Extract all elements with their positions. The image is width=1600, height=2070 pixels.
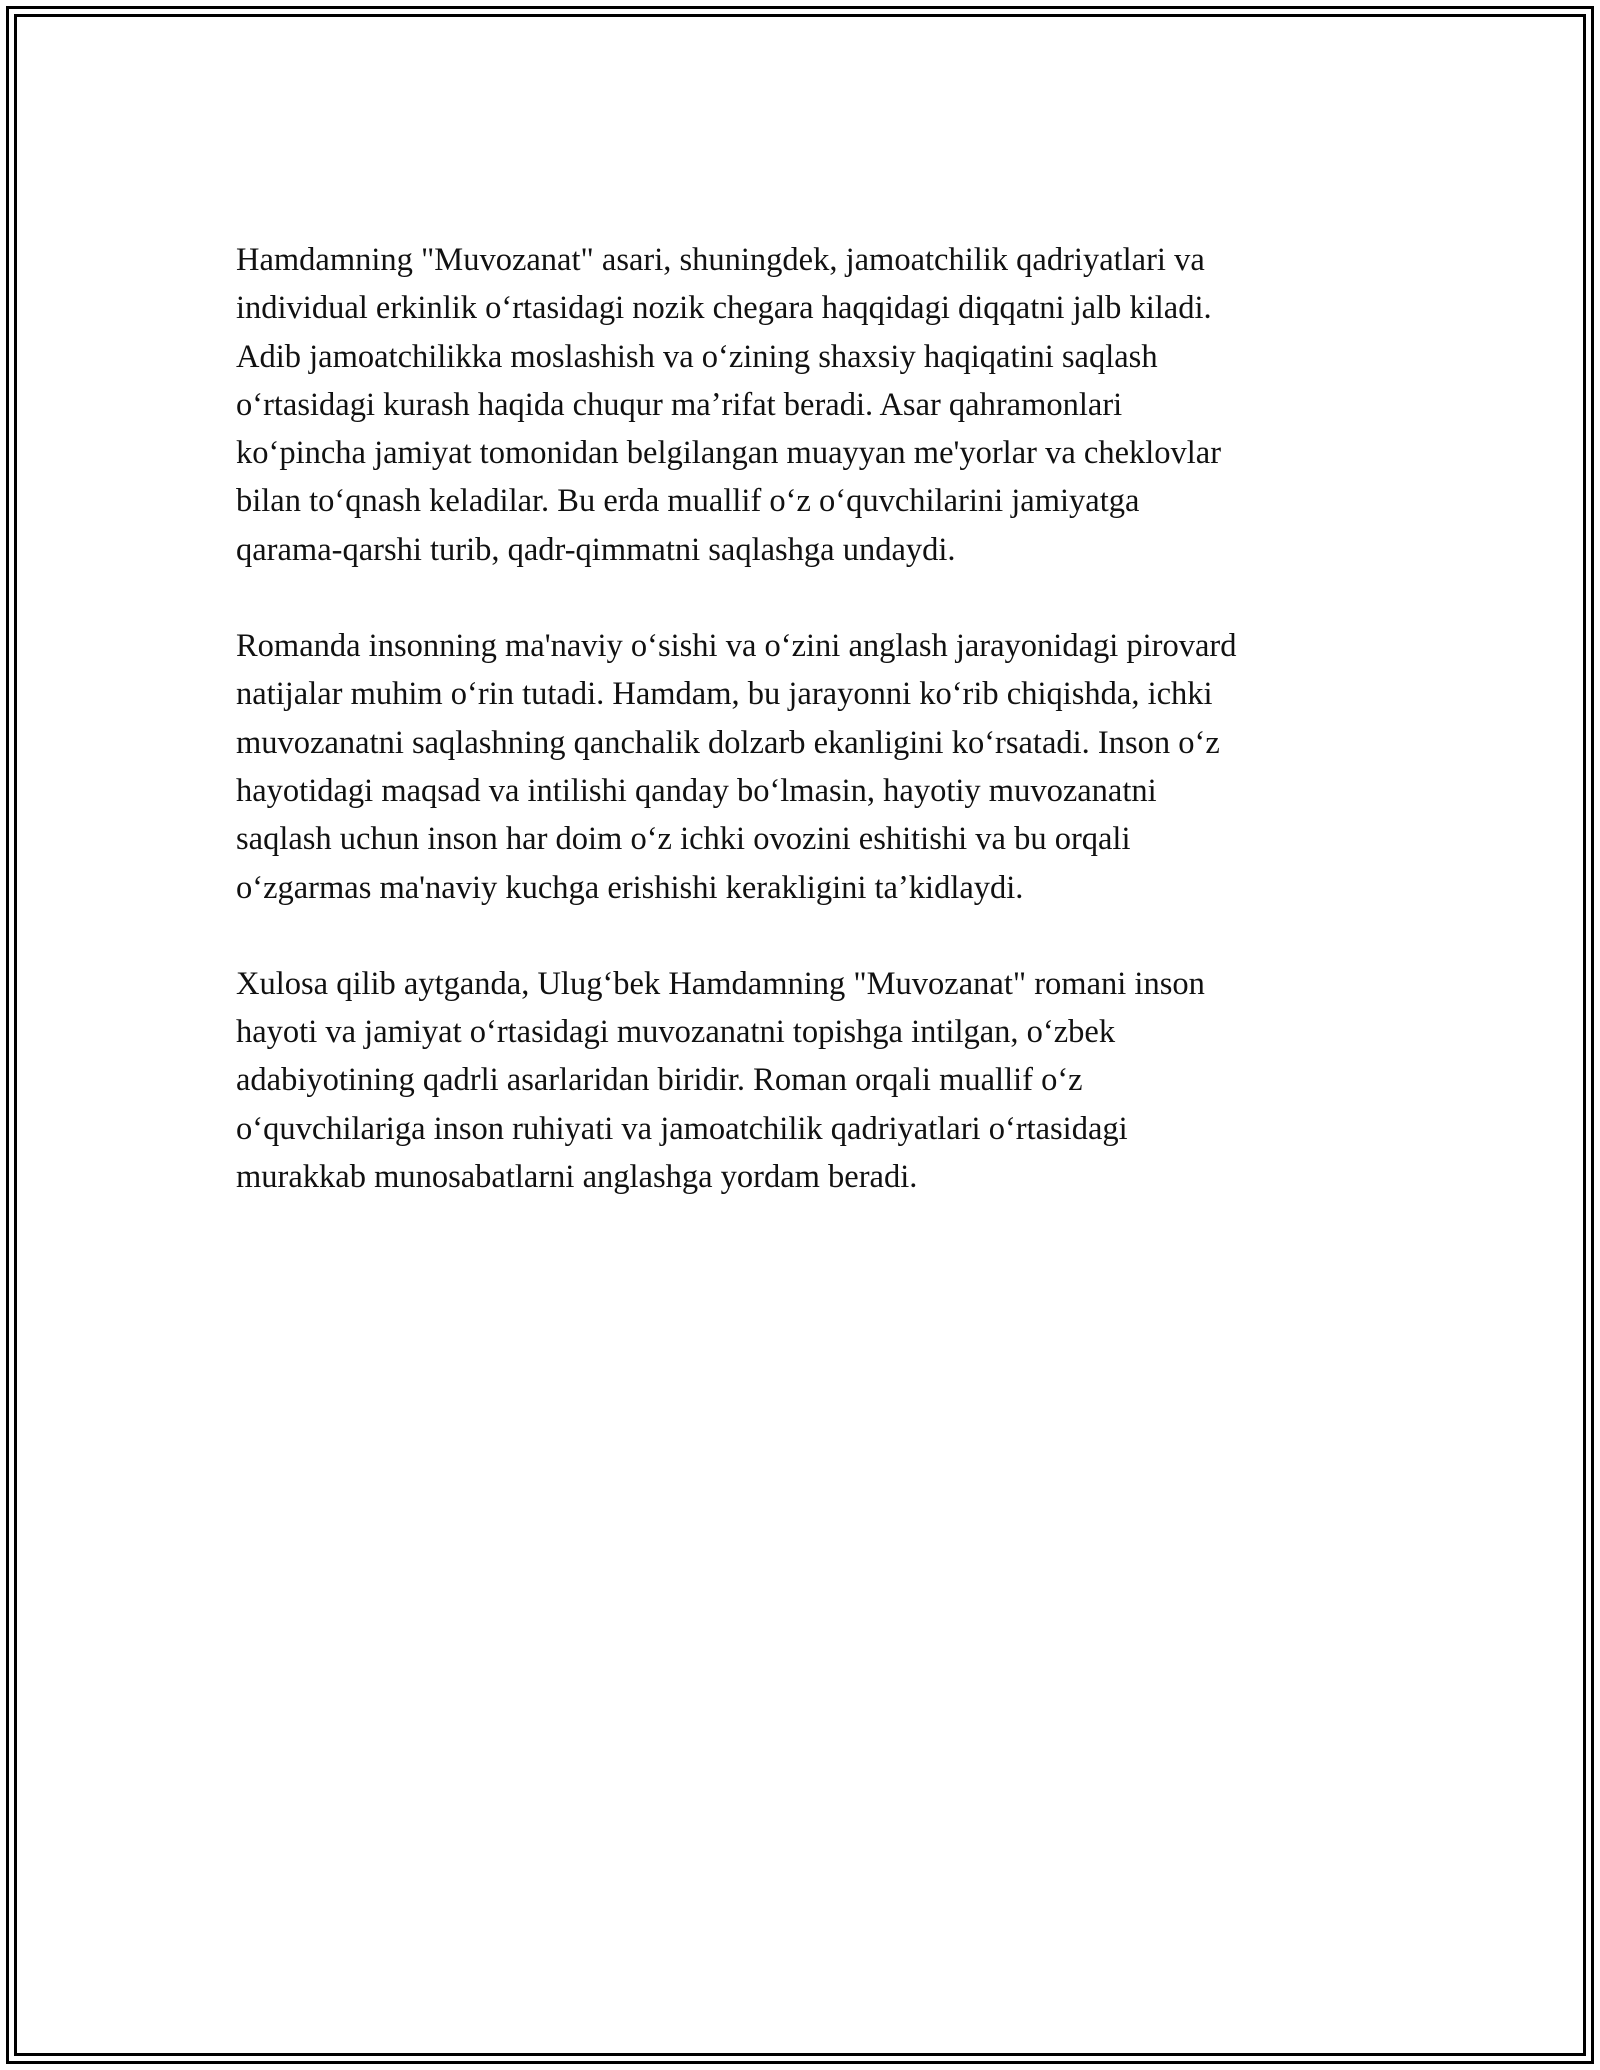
text-line: adabiyotining qadrli asarlaridan biridir. Roman orqali muallif oʻz (236, 1062, 1083, 1099)
text-line: oʻquvchilariga inson ruhiyati va jamoatchilik qadriyatlari oʻrtasidagi (236, 1110, 1128, 1147)
text-line: qarama-qarshi turib, qadr-qimmatni saqlashga undaydi. (236, 531, 956, 568)
document-body (236, 236, 1376, 1249)
paragraph-2 (236, 622, 1376, 912)
text-line: individual erkinlik oʻrtasidagi nozik chegara haqqidagi diqqatni jalb kiladi. (236, 290, 1212, 327)
text-line: Hamdamning "Muvozanat" asari, shuningdek, jamoatchilik qadriyatlari va (236, 242, 1205, 278)
text-line: Adib jamoatchilikka moslashish va oʻzining shaxsiy haqiqatini saqlash (236, 338, 1158, 375)
paragraph-3 (236, 960, 1376, 1201)
paragraph-1 (236, 236, 1376, 574)
text-line: Romanda insonning ma'naviy oʻsishi va oʻzini anglash jarayonidagi pirovard (236, 628, 1237, 665)
text-line: natijalar muhim oʻrin tutadi. Hamdam, bu jarayonni koʻrib chiqishda, ichki (236, 676, 1213, 713)
text-line: koʻpincha jamiyat tomonidan belgilangan muayyan me'yorlar va cheklovlar (236, 435, 1222, 472)
text-line: oʻrtasidagi kurash haqida chuqur maʼrifat beradi. Asar qahramonlari (236, 386, 1123, 423)
text-line: Xulosa qilib aytganda, Ulugʻbek Hamdamning "Muvozanat" romani inson (236, 965, 1205, 1002)
text-line: muvozanatni saqlashning qanchalik dolzarb ekanligini koʻrsatadi. Inson oʻz (236, 724, 1220, 761)
text-line: hayotidagi maqsad va intilishi qanday boʻlmasin, hayotiy muvozanatni (236, 772, 1157, 809)
text-line: bilan toʻqnash keladilar. Bu erda muallif oʻz oʻquvchilarini jamiyatga (236, 483, 1140, 520)
text-line: saqlash uchun inson har doim oʻz ichki ovozini eshitishi va bu orqali (236, 821, 1131, 858)
text-line: oʻzgarmas ma'naviy kuchga erishishi kerakligini taʼkidlaydi. (236, 869, 1024, 906)
text-line: murakkab munosabatlarni anglashga yordam beradi. (236, 1159, 918, 1196)
text-line: hayoti va jamiyat oʻrtasidagi muvozanatni topishga intilgan, oʻzbek (236, 1014, 1116, 1051)
